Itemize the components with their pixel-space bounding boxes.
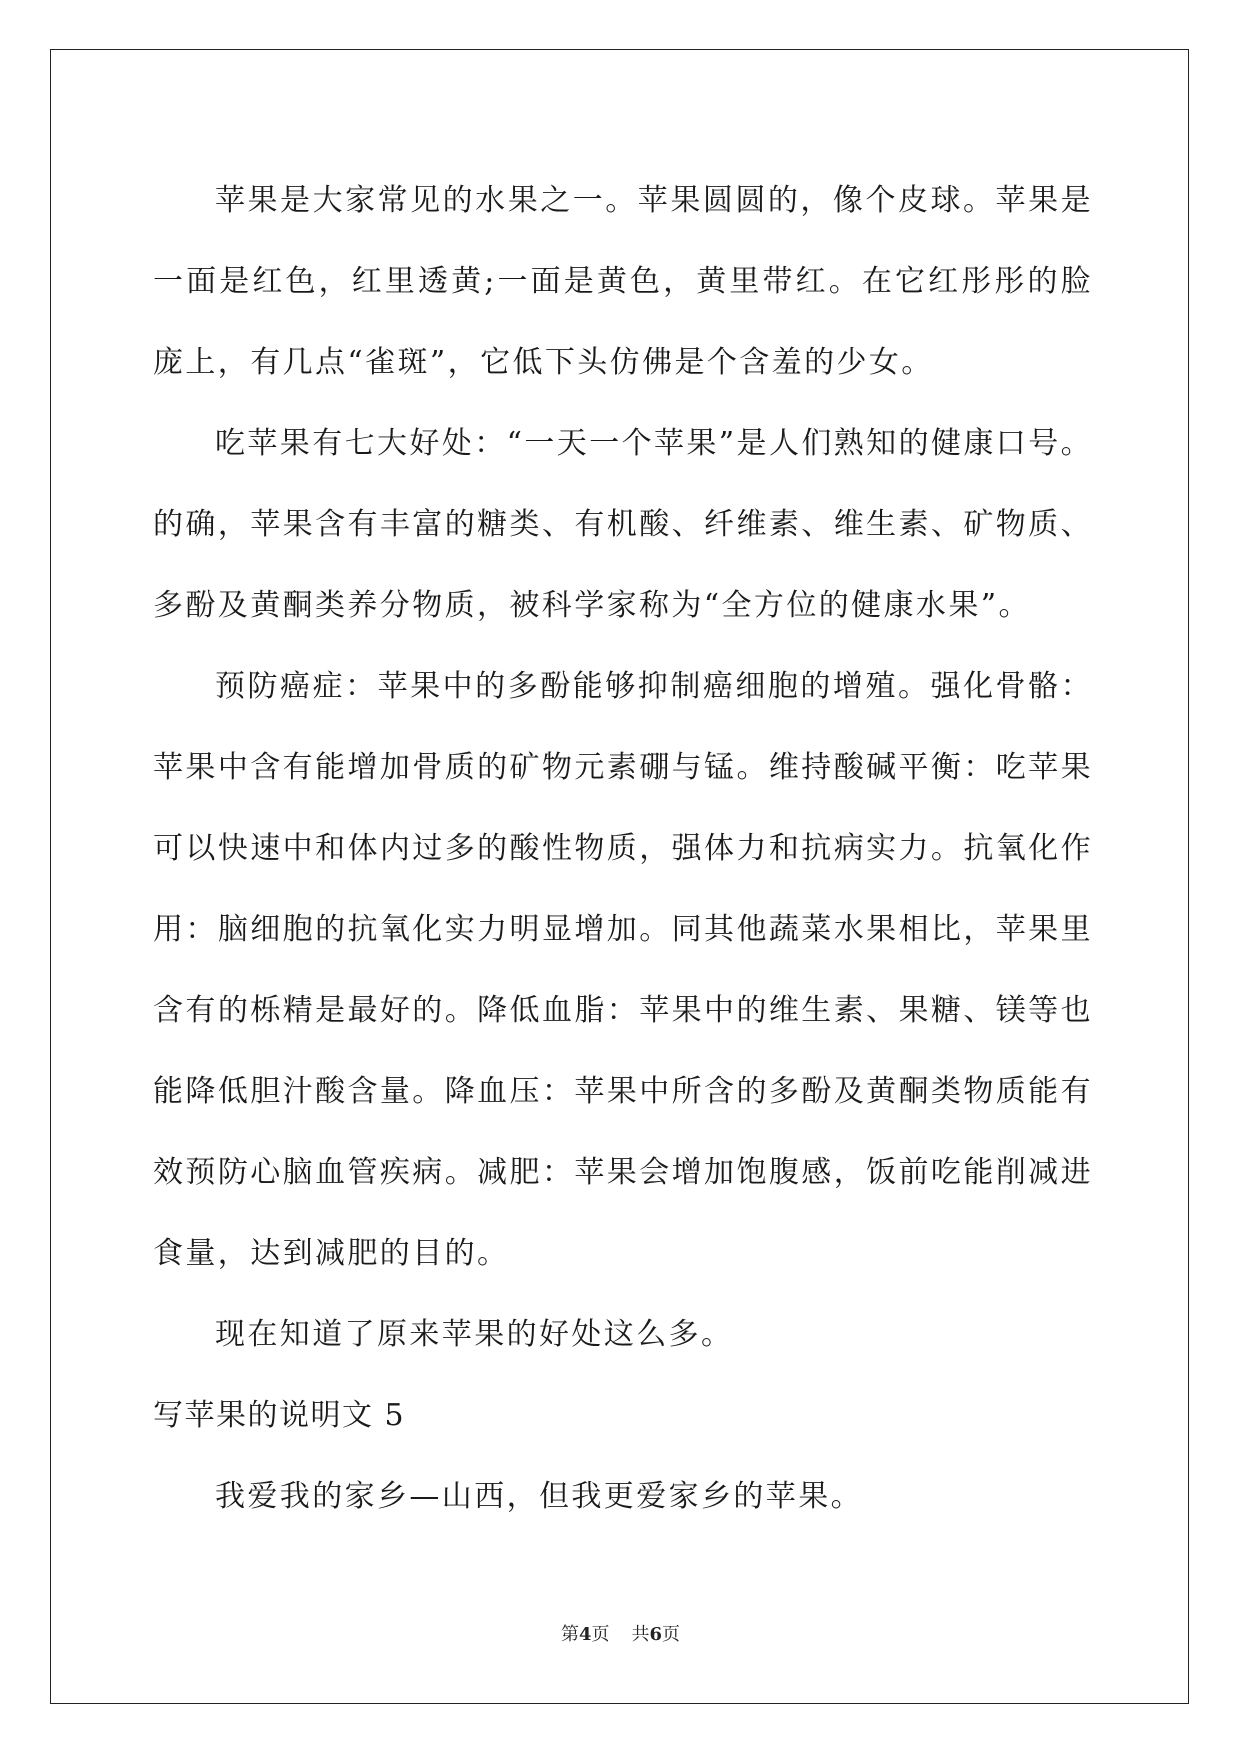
paragraph-health-effects: 预防癌症：苹果中的多酚能够抑制癌细胞的增殖。强化骨骼：苹果中含有能增加骨质的矿物元素硼与锰。维持酸碱平衡：吃苹果可以快速中和体内过多的酸性物质，强体力和抗病实力。抗氧化作用：脑细胞的抗氧化实力明显增加。同其他蔬菜水果相比，苹果里含有的栎精是最好的。降低血脂：苹果中的维生素、果糖、镁等也能降低胆汁酸含量。降血压：苹果中所含的多酚及黄酮类物质能有效预防心脑血管疾病。减肥：苹果会增加饱腹感，饭前吃能削减进食量，达到减肥的目的。 [153, 669, 1093, 1271]
current-page-number: 4 [578, 1624, 592, 1645]
paragraph-conclusion: 现在知道了原来苹果的好处这么多。 [215, 1317, 734, 1352]
document-body [153, 160, 1093, 1537]
footer-total-suffix: 页 [662, 1624, 681, 1645]
paragraph-seven-benefits: 吃苹果有七大好处：“一天一个苹果”是人们熟知的健康口号。的确，苹果含有丰富的糖类、有机酸、纤维素、维生素、矿物质、多酚及黄酮类养分物质，被科学家称为“全方位的健康水果”。 [153, 426, 1093, 623]
paragraph-hometown: 我爱我的家乡—山西，但我更爱家乡的苹果。 [215, 1479, 863, 1514]
footer-prefix: 第 [560, 1624, 579, 1645]
total-pages-number: 6 [649, 1624, 663, 1645]
footer-total-prefix: 共 [631, 1624, 650, 1645]
section-heading: 写苹果的说明文 5 [153, 1398, 406, 1433]
page-footer [0, 1620, 1241, 1646]
footer-page-suffix: 页 [591, 1624, 610, 1645]
paragraph-apple-appearance: 苹果是大家常见的水果之一。苹果圆圆的，像个皮球。苹果是一面是红色，红里透黄;一面是黄色，黄里带红。在它红彤彤的脸庞上，有几点“雀斑”，它低下头仿佛是个含羞的少女。 [153, 183, 1093, 380]
